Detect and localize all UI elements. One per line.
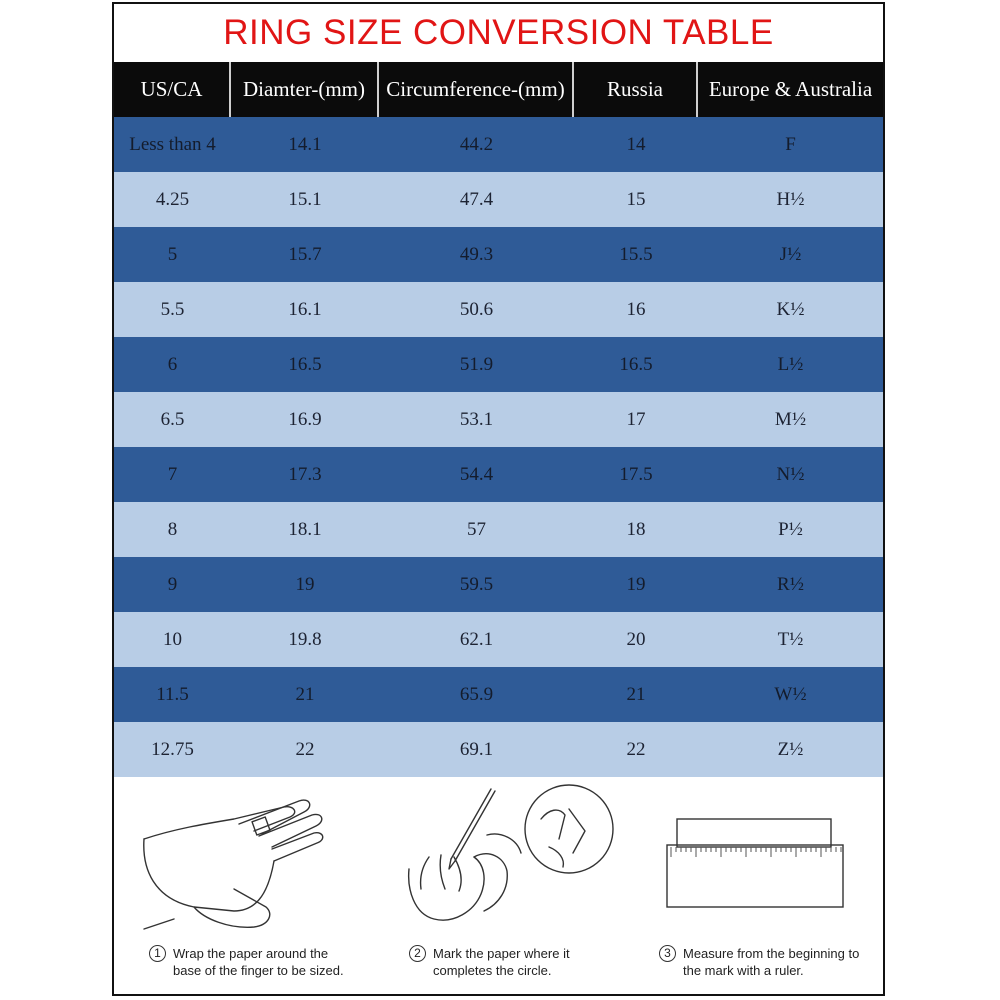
- cell-europe-australia: R½: [777, 573, 804, 595]
- header-europe-australia: Europe & Australia: [708, 77, 873, 101]
- header-russia: Russia: [574, 62, 698, 117]
- step-2-text: Mark the paper where it completes the circle.: [433, 946, 570, 978]
- cell-europe-australia: K½: [776, 298, 805, 320]
- step-1-caption: [149, 945, 344, 979]
- ring-size-chart: [112, 2, 885, 996]
- cell-us-ca: Less than 4: [129, 133, 216, 155]
- cell-us-ca: 7: [167, 463, 178, 485]
- step-3-caption: [659, 945, 859, 979]
- cell-diameter: 17.3: [288, 463, 322, 485]
- cell-us-ca: 11.5: [156, 683, 189, 705]
- header-diameter: Diamter-(mm): [231, 62, 379, 117]
- cell-us-ca: 9: [167, 573, 178, 595]
- step-3-text: Measure from the beginning to the mark with a ruler.: [683, 946, 860, 978]
- cell-europe-australia: J½: [779, 243, 802, 265]
- cell-diameter: 19.8: [288, 628, 322, 650]
- table-row: [114, 667, 883, 722]
- cell-circumference: 50.6: [459, 298, 494, 320]
- table-row: [114, 557, 883, 612]
- chart-title: RING SIZE CONVERSION TABLE: [223, 13, 774, 52]
- cell-diameter: 15.1: [288, 188, 322, 210]
- hand-wrap-icon: [134, 779, 364, 939]
- cell-diameter: 16.5: [288, 353, 322, 375]
- table-header: [114, 62, 883, 117]
- ruler-icon: [649, 779, 879, 939]
- table-row: [114, 447, 883, 502]
- table-row: [114, 282, 883, 337]
- cell-us-ca: 5.5: [160, 298, 185, 320]
- cell-circumference: 59.5: [459, 573, 494, 595]
- cell-europe-australia: H½: [776, 188, 805, 210]
- cell-circumference: 62.1: [459, 628, 494, 650]
- step-1-number: 1: [149, 945, 166, 962]
- step-3-number: 3: [659, 945, 676, 962]
- cell-europe-australia: P½: [778, 518, 803, 540]
- table-row: [114, 612, 883, 667]
- step-2: [389, 779, 629, 994]
- cell-europe-australia: L½: [777, 353, 804, 375]
- cell-russia: 16.5: [619, 353, 653, 375]
- cell-europe-australia: F: [785, 133, 796, 155]
- table-row: [114, 117, 883, 172]
- cell-europe-australia: W½: [774, 683, 807, 705]
- step-3: [649, 779, 879, 994]
- cell-us-ca: 10: [163, 628, 182, 650]
- cell-russia: 19: [626, 573, 646, 595]
- cell-circumference: 57: [467, 518, 486, 540]
- cell-us-ca: 4.25: [155, 188, 190, 210]
- cell-diameter: 19: [295, 573, 315, 595]
- cell-russia: 22: [626, 738, 646, 760]
- cell-circumference: 49.3: [459, 243, 494, 265]
- cell-diameter: 21: [295, 683, 315, 705]
- cell-russia: 14: [626, 133, 646, 155]
- cell-us-ca: 5: [167, 243, 178, 265]
- table-body: [114, 117, 883, 777]
- table-row: [114, 502, 883, 557]
- header-us-ca: US/CA: [114, 62, 231, 117]
- measuring-instructions: [114, 779, 883, 994]
- step-2-number: 2: [409, 945, 426, 962]
- cell-circumference: 65.9: [459, 683, 494, 705]
- cell-us-ca: 12.75: [151, 738, 194, 760]
- table-row: [114, 337, 883, 392]
- cell-russia: 17.5: [619, 463, 653, 485]
- cell-europe-australia: T½: [777, 628, 804, 650]
- cell-diameter: 18.1: [288, 518, 322, 540]
- cell-diameter: 14.1: [288, 133, 322, 155]
- table-row: [114, 722, 883, 777]
- cell-russia: 16: [626, 298, 646, 320]
- pen-mark-icon: [389, 779, 629, 939]
- step-2-caption: [409, 945, 570, 979]
- cell-russia: 21: [626, 683, 646, 705]
- cell-russia: 20: [626, 628, 646, 650]
- cell-us-ca: 6.5: [160, 408, 185, 430]
- cell-us-ca: 8: [167, 518, 178, 540]
- step-1: [134, 779, 364, 994]
- cell-diameter: 16.9: [288, 408, 322, 430]
- table-row: [114, 392, 883, 447]
- cell-diameter: 22: [295, 738, 315, 760]
- cell-circumference: 51.9: [459, 353, 494, 375]
- cell-circumference: 54.4: [459, 463, 494, 485]
- cell-us-ca: 6: [167, 353, 178, 375]
- cell-europe-australia: N½: [776, 463, 805, 485]
- step-1-text: Wrap the paper around the base of the finger to be sized.: [173, 946, 344, 978]
- cell-russia: 18: [626, 518, 646, 540]
- table-row: [114, 172, 883, 227]
- cell-russia: 15: [626, 188, 646, 210]
- cell-russia: 15.5: [619, 243, 653, 265]
- cell-diameter: 15.7: [288, 243, 322, 265]
- cell-circumference: 53.1: [459, 408, 494, 430]
- cell-circumference: 47.4: [459, 188, 494, 210]
- cell-circumference: 44.2: [459, 133, 494, 155]
- cell-diameter: 16.1: [288, 298, 322, 320]
- table-row: [114, 227, 883, 282]
- cell-circumference: 69.1: [459, 738, 494, 760]
- cell-europe-australia: Z½: [777, 738, 804, 760]
- cell-europe-australia: M½: [774, 408, 807, 430]
- cell-russia: 17: [626, 408, 646, 430]
- header-circumference: Circumference-(mm): [379, 62, 574, 117]
